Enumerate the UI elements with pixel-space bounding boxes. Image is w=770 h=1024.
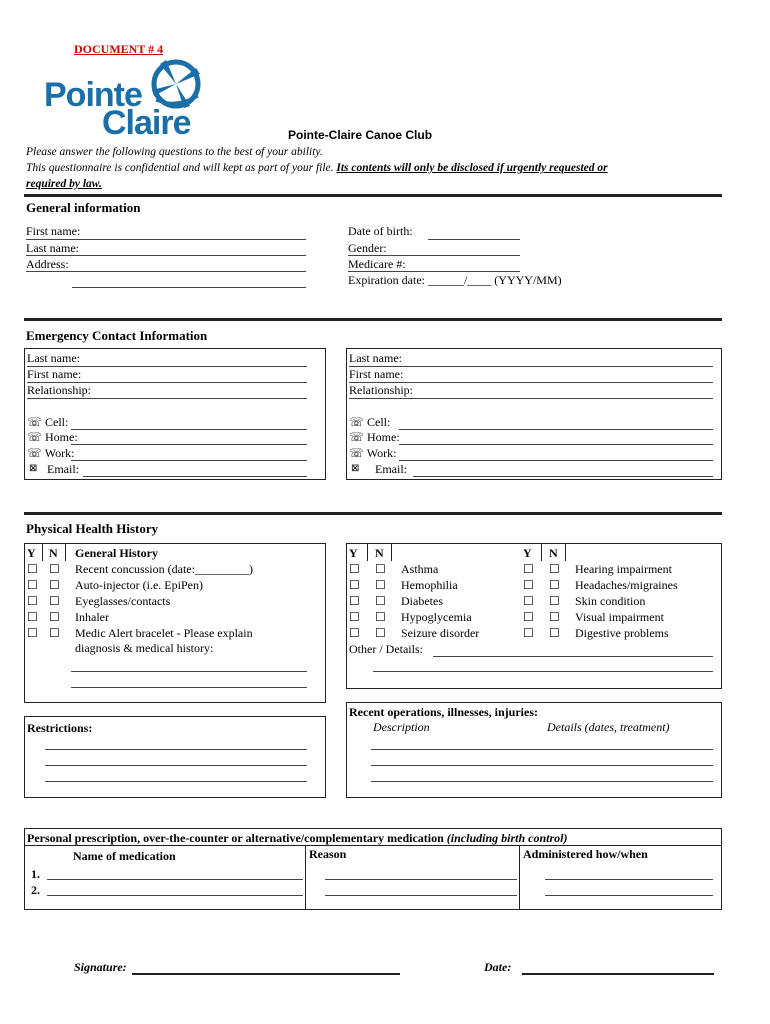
condition-label: Diabetes [401, 594, 443, 608]
signature-label: Signature: [74, 960, 127, 974]
no-checkbox[interactable]: ☐ [49, 594, 60, 608]
yes-checkbox[interactable]: ☐ [523, 610, 534, 624]
med2-name-field[interactable] [47, 895, 303, 896]
expiration-label: Expiration date: ______/____ (YYYY/MM) [348, 273, 562, 287]
restrictions-field-3[interactable] [45, 781, 307, 782]
yes-checkbox[interactable]: ☐ [27, 610, 38, 624]
yes-checkbox[interactable]: ☐ [349, 610, 360, 624]
section-title-emergency: Emergency Contact Information [26, 328, 208, 343]
operations-box [346, 702, 722, 798]
emergency-contact-1 [24, 348, 326, 480]
ec1-cell-field[interactable] [71, 429, 307, 430]
medicare-field[interactable] [348, 271, 520, 272]
ec1-relationship-field[interactable] [27, 398, 307, 399]
ec2-email-field[interactable] [413, 476, 713, 477]
no-checkbox[interactable]: ☐ [49, 610, 60, 624]
ec1-relationship-label: Relationship: [27, 383, 91, 397]
restrictions-box [24, 716, 326, 798]
first-name-label: First name: [26, 224, 81, 238]
condition-label: Digestive problems [575, 626, 669, 640]
ec2-first-name-label: First name: [349, 367, 404, 381]
yes-checkbox[interactable]: ☐ [349, 594, 360, 608]
intro-line-2 [26, 162, 608, 174]
medication-admin-header: Administered how/when [523, 847, 648, 861]
ec1-email-field[interactable] [83, 476, 307, 477]
column-divider [305, 845, 306, 909]
condition-label: Hearing impairment [575, 562, 672, 576]
ec1-last-name-label: Last name: [27, 351, 80, 365]
condition-label: Visual impairment [575, 610, 664, 624]
general-history-extra: diagnosis & medical history: [75, 641, 214, 655]
condition-label: Auto-injector (i.e. EpiPen) [75, 578, 203, 592]
other-details-field-1[interactable] [433, 656, 713, 657]
ec1-work-field[interactable] [71, 460, 307, 461]
column-divider [541, 544, 542, 561]
signature-field[interactable] [132, 973, 400, 975]
column-divider [519, 845, 520, 909]
operations-field-3[interactable] [371, 781, 713, 782]
ec2-work-field[interactable] [399, 460, 713, 461]
pointe-claire-logo [42, 56, 202, 142]
yes-checkbox[interactable]: ☐ [349, 626, 360, 640]
first-name-field[interactable] [26, 239, 306, 240]
yes-checkbox[interactable]: ☐ [523, 578, 534, 592]
condition-label: Recent concussion (date:_________) [75, 562, 253, 576]
no-checkbox[interactable]: ☐ [549, 578, 560, 592]
yes-checkbox[interactable]: ☐ [27, 578, 38, 592]
history-details-field-1[interactable] [71, 671, 307, 672]
yes-checkbox[interactable]: ☐ [523, 594, 534, 608]
intro-line-3 [26, 178, 102, 190]
ec2-last-name-label: Last name: [349, 351, 402, 365]
medication-title-note: (including birth control) [446, 831, 568, 845]
section-rule [24, 318, 722, 321]
ec2-cell-label: ☏ Cell: [349, 415, 391, 429]
section-rule [24, 194, 722, 197]
no-column-header-2: N [549, 546, 558, 560]
column-divider [391, 544, 392, 561]
medicare-label: Medicare #: [348, 257, 406, 271]
general-history-header: General History [75, 546, 158, 560]
no-checkbox[interactable]: ☐ [549, 562, 560, 576]
header-divider [25, 845, 721, 846]
ec2-home-label: ☏ Home: [349, 430, 400, 444]
medication-row-2: 2. [31, 883, 40, 897]
email-icon: ⊠ [29, 463, 38, 474]
history-details-field-2[interactable] [71, 687, 307, 688]
ec2-home-field[interactable] [399, 444, 713, 445]
no-checkbox[interactable]: ☐ [549, 626, 560, 640]
no-column-header: N [49, 546, 58, 560]
med1-name-field[interactable] [47, 879, 303, 880]
restrictions-field-1[interactable] [45, 749, 307, 750]
column-divider [42, 544, 43, 561]
restrictions-label: Restrictions: [27, 721, 93, 735]
column-divider [65, 544, 66, 561]
yes-checkbox[interactable]: ☐ [27, 626, 38, 640]
med1-admin-field[interactable] [545, 879, 713, 880]
yes-checkbox[interactable]: ☐ [523, 562, 534, 576]
condition-label: Medic Alert bracelet - Please explain [75, 626, 253, 640]
intro-line-1: Please answer the following questions to the best of your ability. [26, 146, 323, 158]
no-checkbox[interactable]: ☐ [49, 578, 60, 592]
other-details-label: Other / Details: [349, 642, 423, 656]
gender-label: Gender: [348, 241, 387, 255]
gender-field[interactable] [348, 255, 520, 256]
medication-row-1: 1. [31, 867, 40, 881]
med1-reason-field[interactable] [325, 879, 517, 880]
general-history-box [24, 543, 326, 703]
no-checkbox[interactable]: ☐ [375, 594, 386, 608]
ec1-home-field[interactable] [71, 444, 307, 445]
operations-details-header: Details (dates, treatment) [547, 720, 670, 734]
last-name-label: Last name: [26, 241, 79, 255]
operations-description-header: Description [373, 720, 430, 734]
column-divider [565, 544, 566, 561]
dob-field[interactable] [428, 239, 520, 240]
ec1-email-label: Email: [47, 462, 79, 476]
condition-label: Skin condition [575, 594, 646, 608]
condition-label: Headaches/migraines [575, 578, 678, 592]
yes-checkbox[interactable]: ☐ [27, 562, 38, 576]
yes-column-header: Y [27, 546, 36, 560]
date-field[interactable] [522, 973, 714, 975]
no-checkbox[interactable]: ☐ [549, 594, 560, 608]
document-number: DOCUMENT # 4 [74, 42, 164, 56]
address-label: Address: [26, 257, 69, 271]
medication-reason-header: Reason [309, 847, 347, 861]
yes-column-header-2: Y [523, 546, 532, 560]
no-checkbox[interactable]: ☐ [49, 562, 60, 576]
condition-label: Hemophilia [401, 578, 458, 592]
medication-title [27, 831, 568, 846]
yes-column-header: Y [349, 546, 358, 560]
address-field[interactable] [26, 271, 306, 272]
logo-line-2: Claire [102, 104, 191, 142]
no-checkbox[interactable]: ☐ [375, 562, 386, 576]
email-icon: ⊠ [351, 463, 360, 474]
no-checkbox[interactable]: ☐ [49, 626, 60, 640]
operations-field-2[interactable] [371, 765, 713, 766]
med2-reason-field[interactable] [325, 895, 517, 896]
ec2-work-label: ☏ Work: [349, 446, 397, 460]
yes-checkbox[interactable]: ☐ [27, 594, 38, 608]
conditions-box [346, 543, 722, 689]
windmill-icon [146, 56, 202, 110]
ec2-relationship-field[interactable] [349, 398, 713, 399]
condition-label: Asthma [401, 562, 439, 576]
date-label: Date: [484, 960, 512, 974]
ec1-work-label: ☏ Work: [27, 446, 75, 460]
ec2-email-label: Email: [375, 462, 407, 476]
section-title-general: General information [26, 200, 141, 215]
no-checkbox[interactable]: ☐ [375, 626, 386, 640]
intro-line-3-text: required by law. [26, 178, 102, 190]
no-checkbox[interactable]: ☐ [549, 610, 560, 624]
intro-line-2a: This questionnaire is confidential and will kept as part of your file. [26, 162, 334, 174]
condition-label: Eyeglasses/contacts [75, 594, 171, 608]
condition-label: Hypoglycemia [401, 610, 472, 624]
dob-label: Date of birth: [348, 224, 413, 238]
logo-line-1: Pointe [44, 76, 142, 114]
restrictions-field-2[interactable] [45, 765, 307, 766]
medication-box [24, 828, 722, 910]
medication-name-header: Name of medication [73, 849, 176, 863]
operations-field-1[interactable] [371, 749, 713, 750]
address-field-2[interactable] [72, 287, 306, 288]
no-checkbox[interactable]: ☐ [375, 610, 386, 624]
yes-checkbox[interactable]: ☐ [349, 578, 360, 592]
yes-checkbox[interactable]: ☐ [349, 562, 360, 576]
ec2-relationship-label: Relationship: [349, 383, 413, 397]
ec2-cell-field[interactable] [399, 429, 713, 430]
operations-label: Recent operations, illnesses, injuries: [349, 705, 538, 719]
no-column-header: N [375, 546, 384, 560]
other-details-field-2[interactable] [373, 671, 713, 672]
medication-title-main: Personal prescription, over-the-counter or alternative/complementary medication [27, 831, 444, 845]
column-divider [367, 544, 368, 561]
emergency-contact-2 [346, 348, 722, 480]
med2-admin-field[interactable] [545, 895, 713, 896]
ec1-cell-label: ☏ Cell: [27, 415, 69, 429]
ec1-first-name-label: First name: [27, 367, 82, 381]
no-checkbox[interactable]: ☐ [375, 578, 386, 592]
section-title-health: Physical Health History [26, 521, 159, 536]
ec2-last-name-field[interactable] [349, 366, 713, 367]
last-name-field[interactable] [26, 255, 306, 256]
condition-label: Inhaler [75, 610, 109, 624]
intro-line-2b: Its contents will only be disclosed if urgently requested or [336, 162, 608, 174]
condition-label: Seizure disorder [401, 626, 480, 640]
section-rule [24, 512, 722, 515]
yes-checkbox[interactable]: ☐ [523, 626, 534, 640]
club-name: Pointe-Claire Canoe Club [288, 128, 433, 142]
ec1-home-label: ☏ Home: [27, 430, 78, 444]
